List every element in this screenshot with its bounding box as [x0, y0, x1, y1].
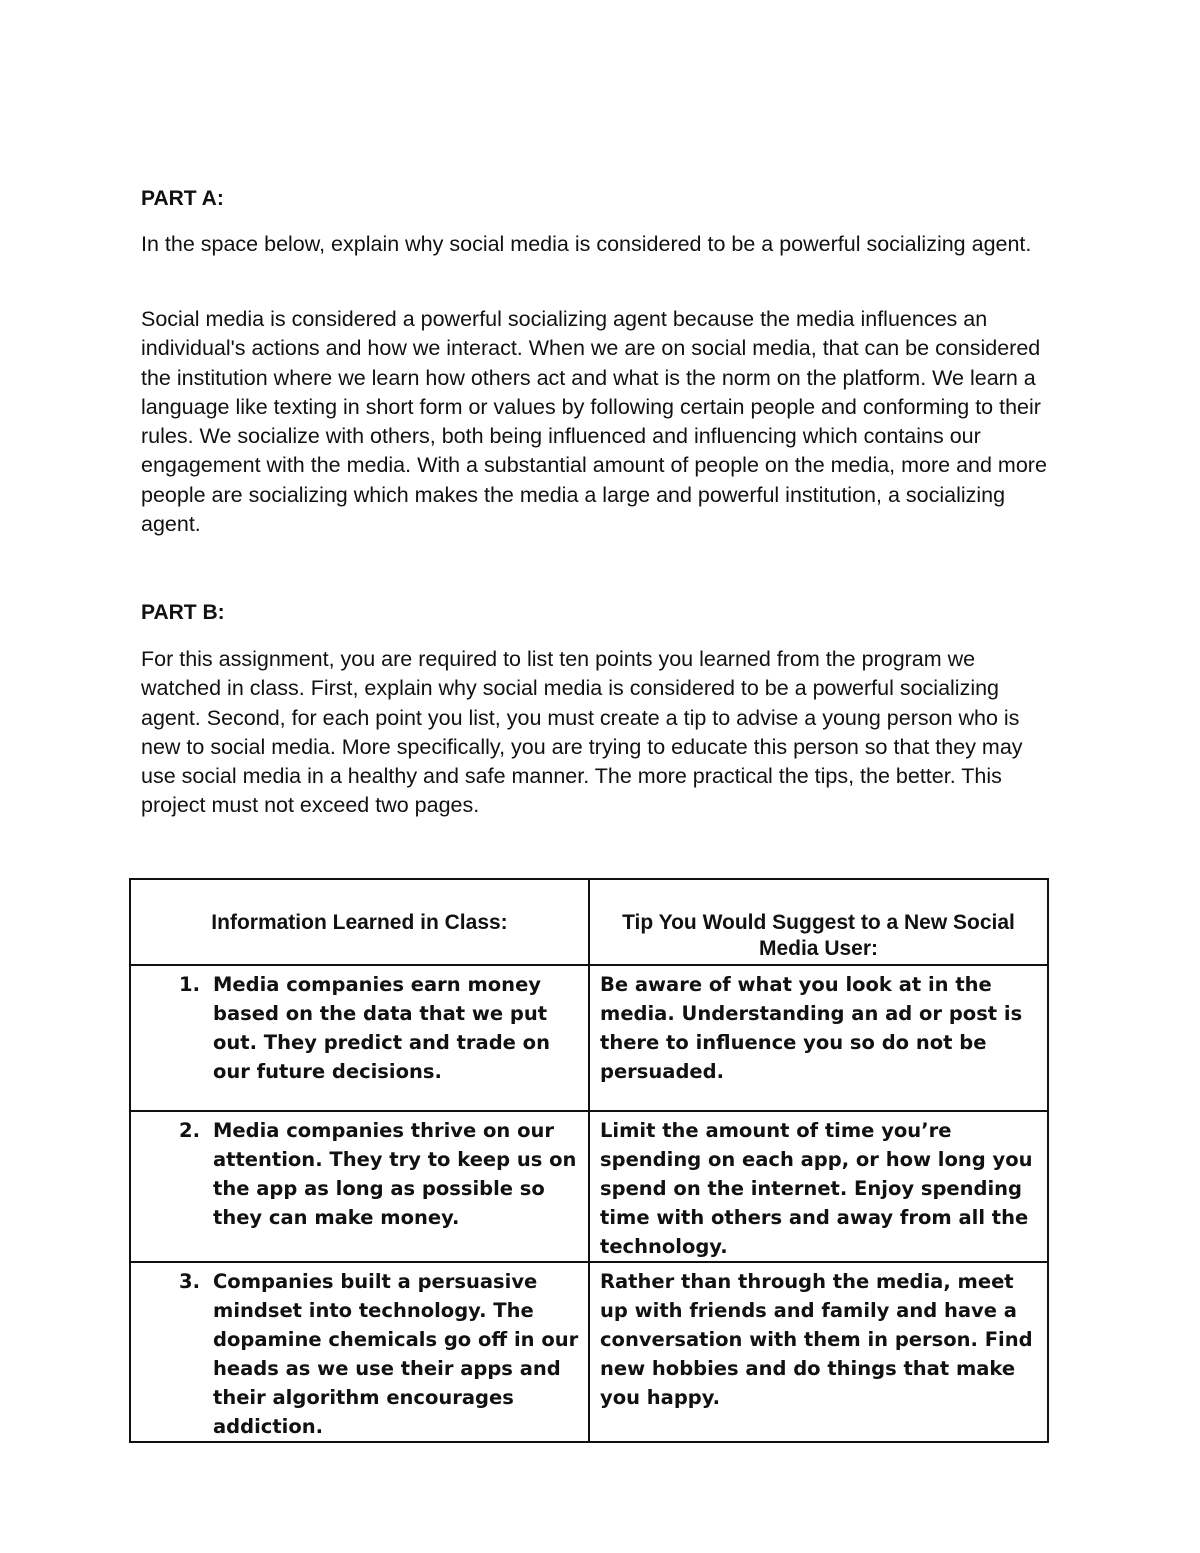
info-cell — [130, 1262, 589, 1442]
part-b-prompt: For this assignment, you are required to list ten points you learned from the program we watched in class. First, explain why social media is considered to be a powerful socializing agent. Second, for each point you list, you must create a tip to advise a young person who is new to social media. More specifically, you are trying to educate this person so that they may use social media in a healthy and safe manner. The more practical the tips, the better. This project must not exceed two pages. — [141, 647, 1023, 818]
table-row — [130, 1262, 1048, 1442]
tip-text: Be aware of what you look at in the media. Understanding an ad or post is there to influence you so do not be persuaded. — [600, 973, 1023, 1083]
info-text: Media companies thrive on our attention. They try to keep us on the app as long as possible so they can make money. — [213, 1119, 577, 1229]
tip-cell — [589, 965, 1048, 1111]
table-row — [130, 965, 1048, 1111]
header-information-learned: Information Learned in Class: — [130, 879, 589, 965]
info-cell — [130, 965, 589, 1111]
learning-table — [129, 878, 1049, 1443]
item-number: 2. — [179, 1119, 200, 1142]
tip-cell — [589, 1262, 1048, 1442]
info-cell — [130, 1111, 589, 1262]
header-suggested-tip: Tip You Would Suggest to a New Social Media User: — [589, 879, 1048, 965]
table-header-row — [130, 879, 1048, 965]
part-a-answer: Social media is considered a powerful socializing agent because the media influences an individual's actions and how we interact. When we are on social media, that can be considered the institution where we learn how others act and what is the norm on the platform. We learn a language like texting in short form or values by following certain people and conforming to their rules. We socialize with others, both being influenced and influencing which contains our engagement with the media. With a substantial amount of people on the media, more and more people are socializing which makes the media a large and powerful institution, a socializing agent. — [141, 307, 1047, 537]
tip-text: Limit the amount of time you’re spending on each app, or how long you spend on the internet. Enjoy spending time with others and away from all the technology. — [600, 1119, 1033, 1258]
table-row — [130, 1111, 1048, 1262]
info-text: Companies built a persuasive mindset into technology. The dopamine chemicals go off in our heads as we use their apps and their algorithm encourages addiction. — [213, 1270, 579, 1438]
part-b-heading: PART B: — [141, 601, 225, 624]
part-a-heading: PART A: — [141, 187, 224, 210]
info-text: Media companies earn money based on the data that we put out. They predict and trade on our future decisions. — [213, 973, 550, 1083]
item-number: 1. — [179, 973, 200, 996]
part-a-prompt: In the space below, explain why social media is considered to be a powerful socializing agent. — [141, 232, 1032, 256]
tip-text: Rather than through the media, meet up with friends and family and have a conversation with them in person. Find new hobbies and do things that make you happy. — [600, 1270, 1033, 1409]
item-number: 3. — [179, 1270, 200, 1293]
tip-cell — [589, 1111, 1048, 1262]
